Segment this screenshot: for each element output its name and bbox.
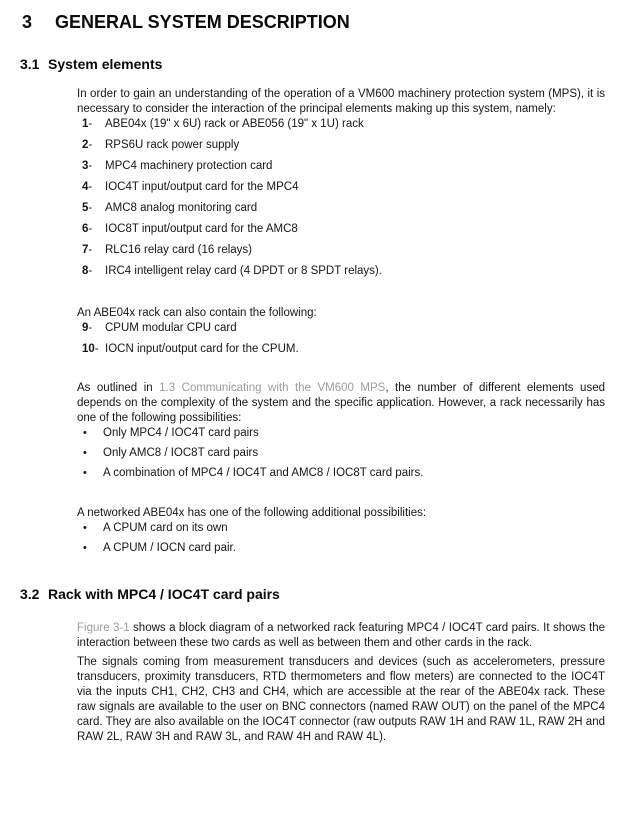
list-item-text: CPUM modular CPU card bbox=[105, 322, 237, 334]
section-3-1-heading bbox=[0, 57, 628, 71]
bullet-item-text: A combination of MPC4 / IOC4T and AMC8 / IOC8T card pairs. bbox=[103, 467, 424, 479]
list-item bbox=[77, 159, 605, 174]
also-contain-list bbox=[77, 321, 605, 357]
list-item-text: IOC8T input/output card for the AMC8 bbox=[105, 223, 298, 235]
list-item-text: ABE04x (19" x 6U) rack or ABE056 (19" x 1U) rack bbox=[105, 118, 364, 130]
bullet-item bbox=[77, 446, 605, 461]
list-number: 8- bbox=[82, 265, 93, 277]
dash: - bbox=[94, 343, 99, 355]
list-item bbox=[77, 201, 605, 216]
outlined-after: , the number of different elements used depends on the complexity of the system and the specific application. However, a rack necessarily has one of the following possibilities: bbox=[77, 382, 605, 424]
list-item bbox=[77, 222, 605, 237]
figure-after: shows a block diagram of a networked rack featuring MPC4 / IOC4T card pairs. It shows the interaction between these two cards as well as between them and other cards in the rack. bbox=[77, 622, 605, 649]
list-item bbox=[77, 180, 605, 195]
list-item bbox=[77, 321, 605, 336]
cross-reference-link-figure-3-1[interactable]: Figure 3-1 bbox=[77, 622, 130, 634]
system-elements-list bbox=[77, 117, 605, 279]
section-3-1-number: 3.1 bbox=[20, 56, 40, 72]
list-item bbox=[77, 243, 605, 258]
list-item-text: IOCN input/output card for the CPUM. bbox=[105, 343, 299, 355]
list-number: 4- bbox=[82, 181, 93, 193]
networked-paragraph: A networked ABE04x has one of the following additional possibilities: bbox=[77, 507, 427, 519]
list-item-text: IOC4T input/output card for the MPC4 bbox=[105, 181, 299, 193]
signals-paragraph: The signals coming from measurement transducers and devices (such as accelerometers, pressure transducers, proximity transducers, RTD thermometers and flow meters) are connected to the IOC4T via the inputs CH1, CH2, CH3 and CH4, which are accessible at the rear of the ABE04x rack. These raw signals are available to the user on BNC connectors (named RAW OUT) on the panel of the MPC4 card. They are also available on the IOC4T connector (raw outputs RAW 1H and RAW 1L, RAW 2H and RAW 2L, RAW 3H and RAW 3L, and RAW 4H and RAW 4L). bbox=[77, 656, 605, 743]
bullet-icon: • bbox=[83, 427, 87, 439]
list-item-text: RLC16 relay card (16 relays) bbox=[105, 244, 253, 256]
list-item bbox=[77, 117, 605, 132]
dash: - bbox=[88, 139, 93, 151]
bullet-item-text: A CPUM / IOCN card pair. bbox=[103, 542, 236, 554]
bullet-item bbox=[77, 521, 605, 536]
chapter-number: 3 bbox=[22, 12, 33, 32]
bullet-item bbox=[77, 541, 605, 556]
bullet-item-text: A CPUM card on its own bbox=[103, 522, 228, 534]
list-item bbox=[77, 264, 605, 279]
networked-options-list bbox=[77, 521, 605, 556]
bullet-item bbox=[77, 466, 605, 481]
section-3-2-heading bbox=[0, 587, 628, 601]
dash: - bbox=[88, 118, 93, 130]
bullet-icon: • bbox=[83, 522, 87, 534]
list-item-text: RPS6U rack power supply bbox=[105, 139, 240, 151]
also-contain-paragraph: An ABE04x rack can also contain the following: bbox=[77, 307, 317, 319]
bullet-item bbox=[77, 426, 605, 441]
bullet-item-text: Only MPC4 / IOC4T card pairs bbox=[103, 427, 259, 439]
section-3-2-number: 3.2 bbox=[20, 586, 40, 602]
list-number: 2- bbox=[82, 139, 93, 151]
section-3-1-title: System elements bbox=[48, 56, 163, 72]
list-number: 7- bbox=[82, 244, 93, 256]
dash: - bbox=[88, 322, 93, 334]
cross-reference-link-1-3[interactable]: 1.3 Communicating with the VM600 MPS bbox=[159, 382, 386, 394]
list-number: 5- bbox=[82, 202, 93, 214]
list-number: 3- bbox=[82, 160, 93, 172]
outlined-before: As outlined in bbox=[77, 382, 160, 394]
bullet-item-text: Only AMC8 / IOC8T card pairs bbox=[103, 447, 259, 459]
figure-paragraph bbox=[77, 621, 605, 651]
list-number: 6- bbox=[82, 223, 93, 235]
section-3-2-title: Rack with MPC4 / IOC4T card pairs bbox=[48, 586, 280, 602]
list-item bbox=[77, 138, 605, 153]
list-item-text: MPC4 machinery protection card bbox=[105, 160, 273, 172]
list-item bbox=[77, 342, 605, 357]
bullet-icon: • bbox=[83, 467, 87, 479]
outlined-paragraph bbox=[77, 381, 605, 426]
dash: - bbox=[88, 223, 93, 235]
list-item-text: IRC4 intelligent relay card (4 DPDT or 8 SPDT relays). bbox=[105, 265, 382, 277]
chapter-title: GENERAL SYSTEM DESCRIPTION bbox=[55, 12, 350, 32]
chapter-heading bbox=[0, 0, 628, 32]
bullet-icon: • bbox=[83, 542, 87, 554]
list-number: 9- bbox=[82, 322, 93, 334]
dash: - bbox=[88, 244, 93, 256]
list-number: 10- bbox=[82, 343, 99, 355]
dash: - bbox=[88, 181, 93, 193]
dash: - bbox=[88, 160, 93, 172]
dash: - bbox=[88, 202, 93, 214]
dash: - bbox=[88, 265, 93, 277]
list-item-text: AMC8 analog monitoring card bbox=[105, 202, 258, 214]
possibilities-list bbox=[77, 426, 605, 481]
bullet-icon: • bbox=[83, 447, 87, 459]
intro-paragraph: In order to gain an understanding of the operation of a VM600 machinery protection system (MPS), it is necessary to consider the interaction of the principal elements making up this system, namely: bbox=[77, 88, 605, 115]
list-number: 1- bbox=[82, 118, 93, 130]
